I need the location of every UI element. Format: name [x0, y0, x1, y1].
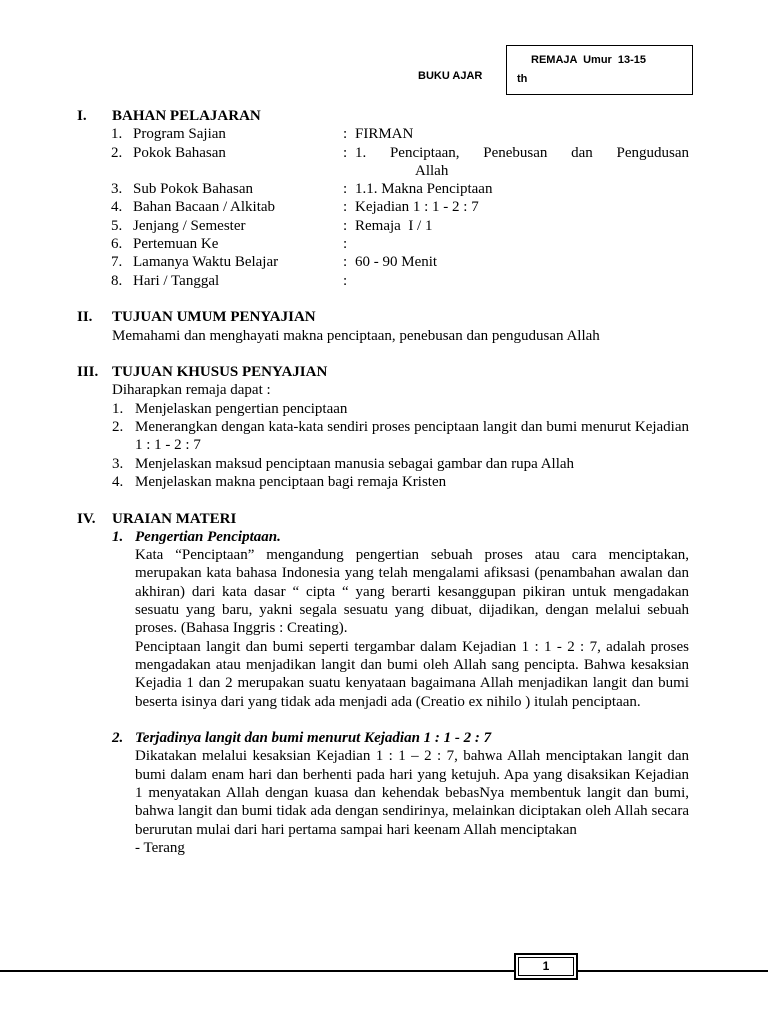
section-2-heading	[77, 308, 689, 326]
info-row-colon: :	[343, 217, 348, 234]
info-row-colon: :	[343, 199, 348, 216]
info-row-colon: :	[343, 144, 348, 161]
subsection-1-paragraph-2: Penciptaan langit dan bumi seperti tergambar dalam Kejadian 1 : 1 - 2 : 7, adalah proses mengadakan atau menjadikan langit dan bumi oleh Allah sang pencipta. Bahwa kesaksian Kejadia 1 dan 2 merupakan suatu kenyataan bagaimana Allah menjadikan langit dan bumi beserta isinya dari yang tidak ada menjadi ada (Creatio ex nihilo ) itulah penciptaan.	[135, 638, 689, 710]
info-row-value: 60 - 90 Menit	[355, 254, 438, 271]
info-row-value-line1: 1. Penciptaan, Penebusan dan Pengudusan	[355, 144, 689, 161]
info-row-key: Sub Pokok Bahasan	[133, 181, 253, 198]
section-3-number: III.	[77, 364, 99, 381]
list-item-number: 1.	[112, 400, 124, 417]
info-row	[111, 198, 689, 216]
info-row-value: Remaja I / 1	[355, 217, 433, 234]
info-row-value: FIRMAN	[355, 126, 414, 143]
info-row	[111, 235, 689, 253]
info-row-number: 8.	[111, 272, 123, 289]
section-2-number: II.	[77, 309, 93, 326]
subsection-2-paragraph-1: Dikatakan melalui kesaksian Kejadian 1 : 1 – 2 : 7, bahwa Allah menciptakan langit dan bumi dalam enam hari dan berhenti pada hari yang ketujuh. Apa yang disaksikan Kejadian 1 menyatakan Allah dengan kuasa dan kehendak bebasNya membentuk langit dan bumi, bahwa langit dan bumi tidak ada dengan sendirinya, melainkan diciptakan oleh Allah secara berurutan mulai dari hari pertama sampai hari keenam Allah menciptakan	[135, 748, 689, 838]
specific-objective-list	[77, 400, 689, 491]
info-row-value	[355, 272, 689, 290]
list-item-text: Menerangkan dengan kata-kata sendiri proses penciptaan langit dan bumi menurut Kejadian 1 : 1 - 2 : 7	[135, 419, 689, 454]
info-row	[111, 253, 689, 271]
section-4-number: IV.	[77, 510, 96, 527]
subsection-1-number: 1.	[112, 528, 124, 545]
list-item-number: 4.	[112, 473, 124, 490]
list-item	[112, 400, 689, 418]
lesson-info-table	[111, 125, 689, 290]
general-objective-text: Memahami dan menghayati makna penciptaan, penebusan dan pengudusan Allah	[112, 327, 600, 344]
info-row-number: 4.	[111, 199, 123, 216]
subsection-2-heading	[112, 729, 689, 747]
info-row	[111, 144, 689, 181]
list-item-text: Menjelaskan maksud penciptaan manusia sebagai gambar dan rupa Allah	[135, 455, 575, 472]
info-row-value	[355, 235, 689, 253]
info-row-number: 6.	[111, 236, 123, 253]
info-row-number: 7.	[111, 254, 123, 271]
list-item-text: Menjelaskan pengertian penciptaan	[135, 400, 348, 417]
info-row	[111, 180, 689, 198]
specific-objective-intro: Diharapkan remaja dapat :	[112, 382, 271, 399]
info-row-number: 1.	[111, 126, 123, 143]
subsection-1-heading	[112, 528, 689, 546]
header-audience-line2: th	[517, 73, 528, 85]
info-row-key: Hari / Tanggal	[133, 272, 220, 289]
info-row-value-line2: Allah	[415, 162, 449, 179]
document-body	[77, 107, 689, 857]
info-row-colon: :	[343, 126, 348, 143]
list-item	[112, 418, 689, 455]
list-item-number: 3.	[112, 455, 124, 472]
subsection-2-title: Terjadinya langit dan bumi menurut Kejadian 1 : 1 - 2 : 7	[135, 730, 492, 747]
info-row-colon: :	[343, 181, 348, 198]
info-row-number: 2.	[111, 144, 123, 161]
subsection-2-number: 2.	[112, 730, 124, 747]
info-row-value: 1.1. Makna Penciptaan	[355, 181, 493, 198]
info-row-key: Jenjang / Semester	[133, 217, 246, 234]
info-row	[111, 217, 689, 235]
section-3-title: TUJUAN KHUSUS PENYAJIAN	[112, 364, 328, 381]
subsection-1-paragraph-1: Kata “Penciptaan” mengandung pengertian sebuah proses atau cara menciptakan, merupakan kata bahasa Indonesia yang telah mengalami afiksasi (penambahan awalan dan akhiran) dari kata dasar “ cipta “ yang berarti kesanggupan pikiran untuk mengadakan sesuatu yang baru, yakni segala sesuatu yang dibuat, dijadikan, dengan melalui sebuah proses. (Bahasa Inggris : Creating).	[135, 547, 689, 637]
section-1-number: I.	[77, 108, 87, 124]
info-row-value: Kejadian 1 : 1 - 2 : 7	[355, 199, 479, 216]
list-item	[112, 473, 689, 491]
info-row-number: 3.	[111, 181, 123, 198]
page-number: 1	[518, 957, 574, 976]
info-row-colon: :	[343, 254, 348, 271]
info-row-number: 5.	[111, 217, 123, 234]
info-row-colon: :	[343, 236, 348, 253]
list-item-number: 2.	[112, 419, 124, 436]
header-book-label: BUKU AJAR	[418, 70, 483, 82]
info-row	[111, 272, 689, 290]
footer-rule	[0, 970, 768, 972]
page-number-box	[514, 953, 578, 980]
subsection-2-last-line: - Terang	[135, 839, 185, 856]
header-audience-box	[506, 45, 693, 95]
list-item-text: Menjelaskan makna penciptaan bagi remaja Kristen	[135, 473, 447, 490]
section-1-title: BAHAN PELAJARAN	[112, 108, 261, 124]
section-4-heading	[77, 510, 689, 528]
info-row	[111, 125, 689, 143]
info-row-key: Bahan Bacaan / Alkitab	[133, 199, 276, 216]
info-row-colon: :	[343, 272, 348, 289]
list-item	[112, 455, 689, 473]
info-row-key: Program Sajian	[133, 126, 226, 143]
info-row-key: Lamanya Waktu Belajar	[133, 254, 279, 271]
section-4-title: URAIAN MATERI	[112, 510, 237, 527]
info-row-value	[355, 144, 689, 181]
section-2-title: TUJUAN UMUM PENYAJIAN	[112, 309, 316, 326]
section-1-heading	[77, 107, 689, 125]
info-row-key: Pertemuan Ke	[133, 236, 219, 253]
section-3-heading	[77, 363, 689, 381]
header-audience-line1: REMAJA Umur 13-15	[531, 54, 647, 66]
info-row-key: Pokok Bahasan	[133, 144, 226, 161]
subsection-1-title: Pengertian Penciptaan.	[135, 528, 281, 545]
